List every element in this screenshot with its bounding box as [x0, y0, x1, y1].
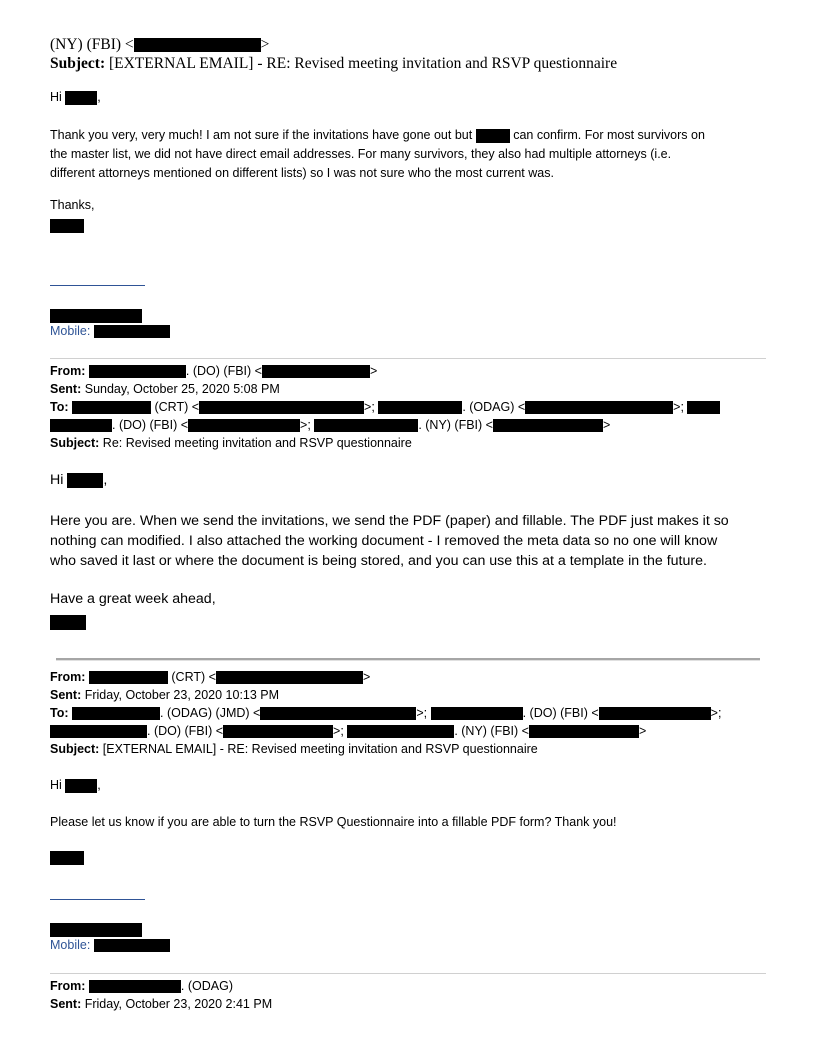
- email1-closing: Thanks,: [50, 198, 95, 212]
- redaction: [216, 671, 363, 684]
- email2-subject: Re: Revised meeting invitation and RSVP questionnaire: [102, 436, 412, 450]
- email3-to-line-1: To: . (ODAG) (JMD) < >; . (DO) (FBI) < >;: [50, 706, 722, 720]
- header-from-end: >: [260, 36, 270, 53]
- redaction: [599, 707, 711, 720]
- redaction: [50, 851, 84, 865]
- email-separator: [56, 658, 760, 661]
- redaction: [493, 419, 603, 432]
- email3-from-line: From: (CRT) < >: [50, 670, 371, 684]
- redaction: [529, 725, 639, 738]
- mobile-label: Mobile:: [50, 938, 91, 952]
- redaction: [431, 707, 523, 720]
- redaction: [50, 923, 142, 937]
- redaction: [50, 615, 86, 630]
- redaction: [67, 473, 103, 488]
- redaction: [94, 325, 170, 338]
- email4-sent-date: Friday, October 23, 2020 2:41 PM: [84, 997, 273, 1011]
- email2-sent-line: Sent: Sunday, October 25, 2020 5:08 PM: [50, 382, 280, 396]
- redaction: [262, 365, 370, 378]
- redaction: [94, 939, 170, 952]
- redaction: [65, 779, 97, 793]
- email2-to-line-2: . (DO) (FBI) < >; . (NY) (FBI) < >: [50, 418, 610, 432]
- redaction: [72, 401, 151, 414]
- email2-closing: Have a great week ahead,: [50, 591, 216, 607]
- signature-divider: [50, 285, 145, 286]
- header-subject: [EXTERNAL EMAIL] - RE: Revised meeting invitation and RSVP questionnaire: [108, 55, 618, 72]
- redaction: [378, 401, 462, 414]
- email3-sent-line: Sent: Friday, October 23, 2020 10:13 PM: [50, 688, 280, 702]
- email4-from-line: From: . (ODAG): [50, 979, 233, 993]
- redaction: [476, 129, 510, 143]
- header-from-line: [50, 36, 269, 54]
- email2-subject-line: Subject: Re: Revised meeting invitation and RSVP questionnaire: [50, 436, 412, 450]
- email1-body: Thank you very, very much! I am not sure if the invitations have gone out but can confirm. For most survivors on the master list, we did not have direct email addresses. For many survivors, they also had multiple attorneys (i.e. different attorneys mentioned on different lists) so I was not sure who the most current was.: [50, 128, 705, 180]
- email3-to-line-2: . (DO) (FBI) < >; . (NY) (FBI) < >: [50, 724, 646, 738]
- redaction: [347, 725, 454, 738]
- redaction: [260, 707, 416, 720]
- mobile-label: Mobile:: [50, 324, 91, 338]
- email4-sent-line: Sent: Friday, October 23, 2020 2:41 PM: [50, 997, 273, 1011]
- email2-to-line-1: To: (CRT) < >; . (ODAG) < >;: [50, 400, 720, 414]
- redaction: [50, 725, 147, 738]
- redaction: [525, 401, 673, 414]
- header-subject-label: Subject:: [50, 55, 106, 72]
- email2-sent-date: Sunday, October 25, 2020 5:08 PM: [84, 382, 280, 396]
- email3-sent-date: Friday, October 23, 2020 10:13 PM: [84, 688, 280, 702]
- redaction: [134, 38, 261, 52]
- email3-subject: [EXTERNAL EMAIL] - RE: Revised meeting invitation and RSVP questionnaire: [102, 742, 538, 756]
- header-subject-line: [50, 55, 617, 73]
- redaction: [89, 671, 168, 684]
- email2-greeting: Hi ,: [50, 472, 108, 488]
- email3-mobile-line: [50, 938, 170, 952]
- redaction: [89, 980, 181, 993]
- redaction: [199, 401, 364, 414]
- email3-subject-line: Subject: [EXTERNAL EMAIL] - RE: Revised meeting invitation and RSVP questionnaire: [50, 742, 538, 756]
- header-from-text: (NY) (FBI) <: [50, 36, 134, 53]
- redaction: [223, 725, 333, 738]
- email2-from-line: From: . (DO) (FBI) < >: [50, 364, 378, 378]
- email1-mobile-line: [50, 324, 170, 338]
- email2-body: Here you are. When we send the invitations, we send the PDF (paper) and fillable. The PDF just makes it so nothing can modified. I also attached the working document - I removed the meta data so no one will know who saved it last or where the document is being stored, and you can use this at a template in the future.: [50, 513, 729, 569]
- email-separator: [50, 358, 766, 359]
- email3-body: Please let us know if you are able to turn the RSVP Questionnaire into a fillable PDF form? Thank you!: [50, 815, 617, 829]
- redaction: [72, 707, 160, 720]
- redaction: [50, 419, 112, 432]
- redaction: [65, 91, 97, 105]
- redaction: [50, 219, 84, 233]
- redaction: [687, 401, 720, 414]
- redaction: [188, 419, 300, 432]
- signature-divider: [50, 899, 145, 900]
- email1-greeting: Hi ,: [50, 90, 101, 104]
- email3-greeting: Hi ,: [50, 778, 101, 792]
- redaction: [314, 419, 418, 432]
- redaction: [50, 309, 142, 323]
- email-separator: [50, 973, 766, 974]
- redaction: [89, 365, 186, 378]
